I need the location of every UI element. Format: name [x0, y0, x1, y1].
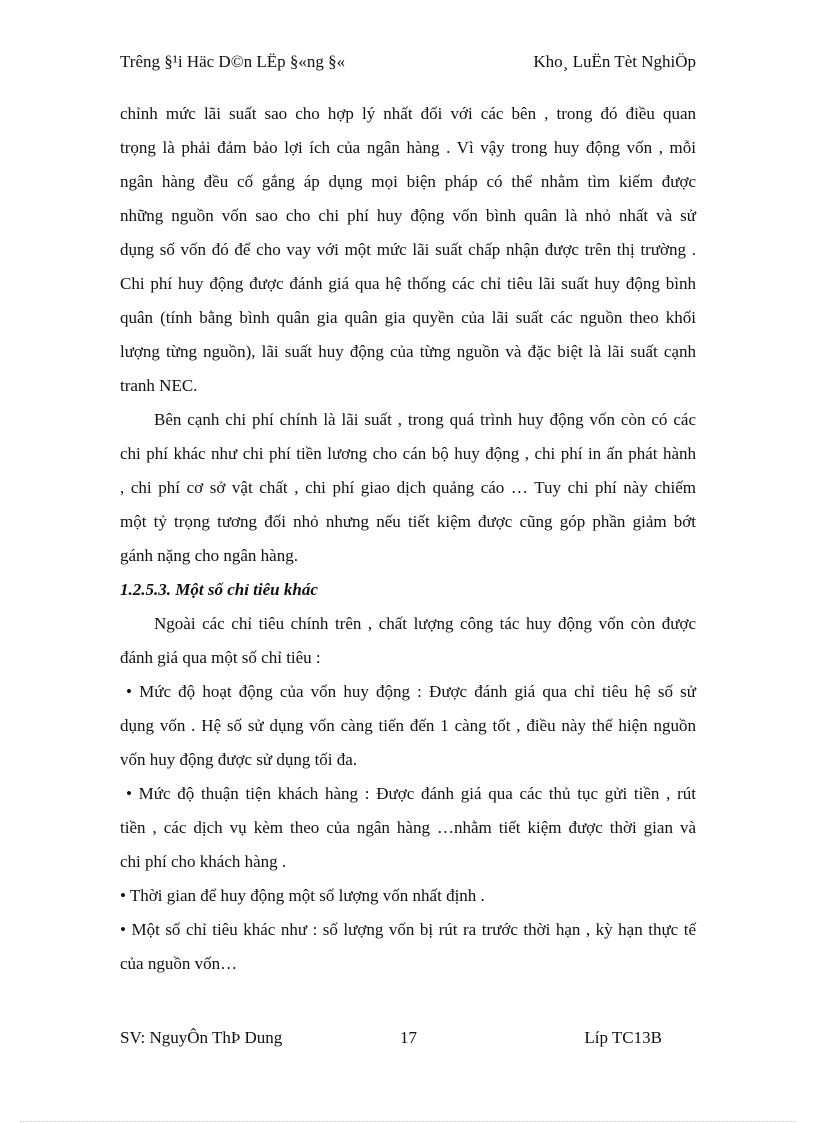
- document-body: [120, 97, 696, 981]
- text-line: đánh giá qua một số chỉ tiêu :: [120, 648, 321, 667]
- text-line: quân (tính bằng bình quân gia quân gia quyền của lãi suất các nguồn theo khối: [120, 308, 696, 327]
- text-line: chỉnh mức lãi suất sao cho hợp lý nhất đối với các bên , trong đó điều quan: [120, 104, 696, 123]
- header-school: Trêng §¹i Häc D©n LËp §«ng §«: [120, 52, 346, 71]
- bottom-divider: [20, 1121, 796, 1122]
- text-line: tiền , các dịch vụ kèm theo của ngân hàng …nhằm tiết kiệm được thời gian và: [120, 818, 696, 837]
- text-line: những nguồn vốn sao cho chi phí huy động vốn bình quân là nhỏ nhất và sử: [120, 206, 696, 225]
- section-heading: 1.2.5.3. Một số chỉ tiêu khác: [120, 580, 318, 599]
- bullet-line: • Một số chỉ tiêu khác như : số lượng vốn bị rút ra trước thời hạn , kỳ hạn thực tế: [120, 920, 696, 939]
- text-line: gánh nặng cho ngân hàng.: [120, 546, 298, 565]
- text-line: Chi phí huy động được đánh giá qua hệ thống các chỉ tiêu lãi suất huy động bình: [120, 274, 696, 293]
- bullet-line: • Thời gian để huy động một số lượng vốn nhất định .: [120, 886, 485, 905]
- text-line: chi phí khác như chi phí tiền lương cho cán bộ huy động , chi phí in ấn phát hành: [120, 444, 696, 463]
- bullet-line: • Mức độ hoạt động của vốn huy động : Được đánh giá qua chỉ tiêu hệ số sử: [126, 682, 696, 701]
- text-line: chi phí cho khách hàng .: [120, 852, 287, 871]
- text-line: , chi phí cơ sở vật chất , chi phí giao dịch quảng cáo … Tuy chi phí này chiếm: [120, 478, 696, 497]
- text-line: một tỷ trọng tương đối nhỏ nhưng nếu tiết kiệm được cũng góp phần giảm bớt: [120, 512, 696, 531]
- page-footer: [120, 1028, 662, 1052]
- page-number: 17: [400, 1028, 417, 1047]
- text-line: của nguồn vốn…: [120, 954, 238, 973]
- text-line: dụng số vốn đó để cho vay với một mức lãi suất chấp nhận được trên thị trường .: [120, 240, 696, 259]
- footer-class: Líp TC13B: [584, 1028, 662, 1047]
- text-line: Bên cạnh chi phí chính là lãi suất , trong quá trình huy động vốn còn có các: [154, 410, 696, 429]
- header-doc-type: Kho¸ LuËn Tèt NghiÖp: [533, 52, 696, 71]
- page-header: [120, 52, 696, 78]
- text-line: trọng là phải đảm bảo lợi ích của ngân hàng . Vì vậy trong huy động vốn , mỗi: [120, 138, 696, 157]
- text-line: vốn huy động được sử dụng tối đa.: [120, 750, 358, 769]
- text-line: Ngoài các chỉ tiêu chính trên , chất lượng công tác huy động vốn còn được: [154, 614, 696, 633]
- text-line: lượng từng nguồn), lãi suất huy động của từng nguồn và đặc biệt là lãi suất cạnh: [120, 342, 696, 361]
- text-line: dụng vốn . Hệ số sử dụng vốn càng tiến đến 1 càng tốt , điều này thể hiện nguồn: [120, 716, 696, 735]
- text-line: tranh NEC.: [120, 376, 198, 395]
- bullet-line: • Mức độ thuận tiện khách hàng : Được đánh giá qua các thủ tục gửi tiền , rút: [126, 784, 696, 803]
- text-line: ngân hàng đều cố gắng áp dụng mọi biện pháp có thể nhằm tìm kiếm được: [120, 172, 696, 191]
- footer-student: SV: NguyÔn ThÞ Dung: [120, 1028, 283, 1047]
